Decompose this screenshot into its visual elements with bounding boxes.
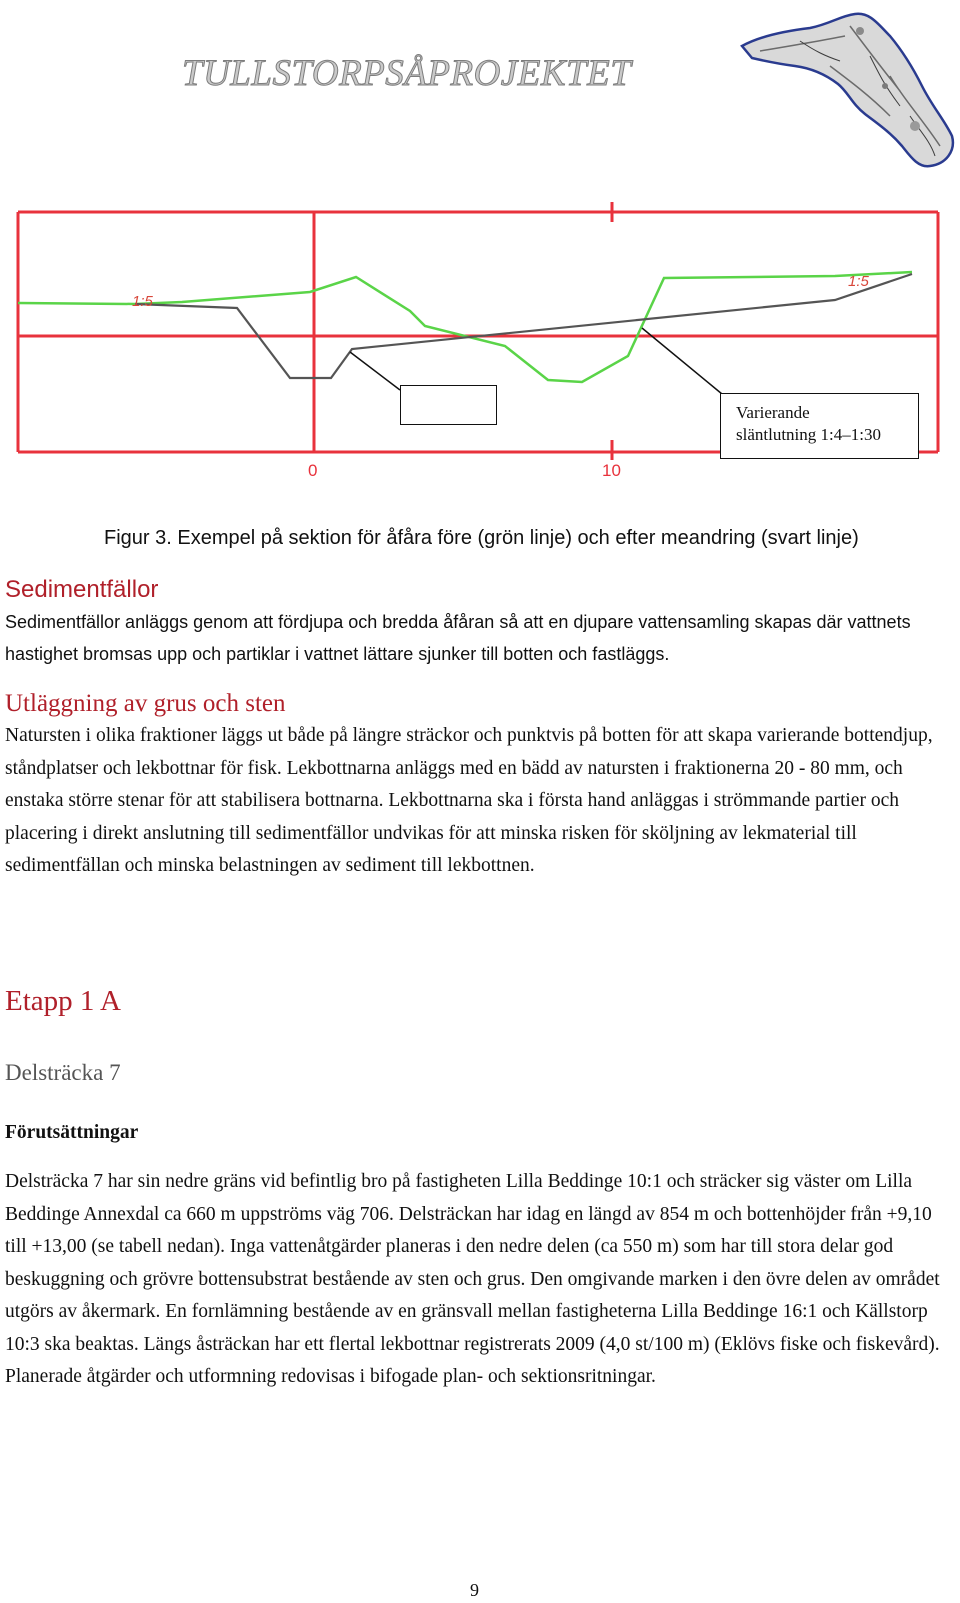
callout-leader-right bbox=[642, 328, 722, 394]
slope-callout-box bbox=[720, 393, 919, 459]
axis-tick-0: 0 bbox=[308, 461, 318, 480]
header-title: TULLSTORPSÅPROJEKTET bbox=[182, 53, 632, 94]
axis-tick-10: 10 bbox=[602, 461, 621, 480]
callout-line-1: Varierande bbox=[736, 403, 810, 422]
figure-caption: Figur 3. Exempel på sektion för åfåra före (grön linje) och efter meandring (svart linje) bbox=[104, 527, 859, 549]
catchment-map-logo bbox=[740, 6, 960, 176]
heading-utlaggning: Utläggning av grus och sten bbox=[5, 690, 286, 717]
page-number: 9 bbox=[470, 1580, 479, 1600]
slope-label-right: 1:5 bbox=[848, 273, 869, 290]
callout-leader-left bbox=[350, 352, 400, 390]
paragraph-sedimentfallor: Sedimentfällor anläggs genom att fördjupa och bredda åfåran så att en djupare vattensamling skapas där vattnets hastighet bromsas upp och partiklar i vattnet lättare sjunker till botten och fastläggs. bbox=[5, 612, 911, 664]
heading-delstracka: Delsträcka 7 bbox=[5, 1060, 121, 1085]
paragraph-forutsattningar: Delsträcka 7 har sin nedre gräns vid befintlig bro på fastigheten Lilla Beddinge 10:1 och sträcker sig väster om Lilla Beddinge Annexdal ca 660 m uppströms väg 706. Delsträckan har idag en längd av 854 m och bottenhöjder från +9,10 till +13,00 (se tabell nedan). Inga vattenåtgärder planeras i den nedre delen (ca 550 m) som har till stora delar god beskuggning och grövre bottensubstrat bestående av sten och grus. Den omgivande marken i den övre delen av området utgörs av åkermark. En fornlämning bestående av en gränsvall mellan fastigheterna Lilla Beddinge 16:1 och Källstorp 10:3 ska beaktas. Längs åsträckan har ett flertal lekbottnar registrerats 2009 (4,0 st/100 m) (Eklövs fiske och fiskevård). Planerade åtgärder och utformning redovisas i bifogade plan- och sektionsritningar. bbox=[5, 1171, 940, 1387]
empty-label-box bbox=[400, 385, 497, 425]
slope-label-left: 1:5 bbox=[132, 293, 153, 310]
after-profile-line bbox=[135, 274, 912, 378]
callout-line-2: släntlutning 1:4–1:30 bbox=[736, 425, 881, 444]
before-profile-line bbox=[18, 272, 912, 382]
heading-sedimentfallor: Sedimentfällor bbox=[5, 576, 159, 603]
heading-etapp: Etapp 1 A bbox=[5, 985, 121, 1017]
paragraph-utlaggning: Natursten i olika fraktioner läggs ut både på längre sträckor och punktvis på botten för att skapa varierande bottendjup, ståndplatser och lekbottnar för fisk. Lekbottnarna anläggs med en bädd av natursten i fraktionerna 20 - 80 mm, och enstaka större stenar för att stabilisera bottnarna. Lekbottnarna ska i första hand anläggas i strömmande partier och placering i direkt anslutning till sedimentfällor undvikas för att minska risken för sköljning av lekmaterial till sedimentfällan och minska belastningen av sediment till lekbottnen. bbox=[5, 725, 933, 876]
heading-forutsattningar: Förutsättningar bbox=[5, 1122, 139, 1143]
